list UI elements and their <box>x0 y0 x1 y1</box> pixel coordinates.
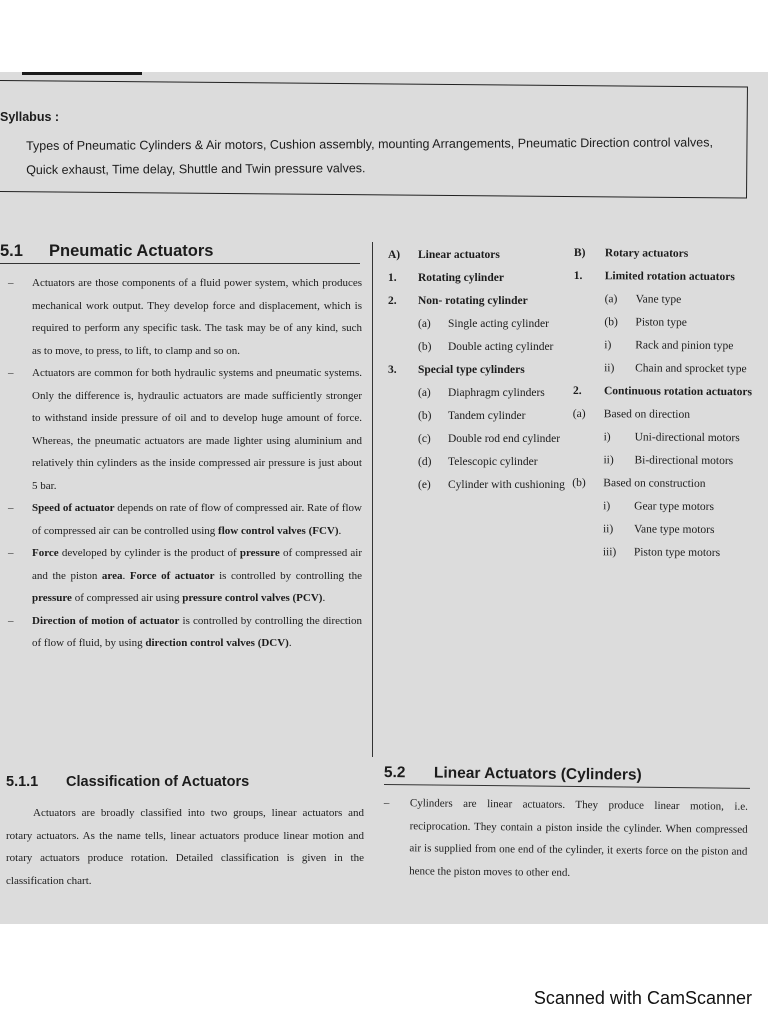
classification-rotary-column <box>572 242 760 565</box>
classification-item <box>573 357 759 381</box>
section-number: 5.2 <box>383 764 406 782</box>
bullet-text: Cylinders are linear actuators. They produce linear motion, i.e. reciprocation. They contain a piston inside the cylinder. When compressed air is supplied from one end of the cylinder, it exerts force on the piston and hence the piston moves to other end. <box>409 797 748 879</box>
classification-label: Linear actuators <box>418 249 500 261</box>
classification-label: Based on construction <box>603 477 706 490</box>
classification-item <box>574 265 760 289</box>
syllabus-title: Syllabus : <box>0 110 60 124</box>
section-heading-5-1-1 <box>6 774 249 790</box>
classification-marker: B) <box>573 246 586 260</box>
classification-label: Rotary actuators <box>604 247 689 260</box>
section-rule <box>0 263 360 264</box>
classification-marker: (b) <box>418 341 432 353</box>
header-rule <box>22 72 142 75</box>
classification-label: Bi-directional motors <box>634 454 734 468</box>
classification-item <box>574 288 760 312</box>
classification-item <box>574 242 760 266</box>
bold-term: pressure <box>32 592 72 604</box>
bullet-text: . <box>338 524 342 537</box>
bullet-text: developed by cylinder is the product of <box>58 547 240 559</box>
classification-marker: (d) <box>418 456 432 468</box>
bold-term: flow control valves (FCV) <box>218 524 339 537</box>
scan-top-margin <box>0 0 768 72</box>
section-title: Linear Actuators (Cylinders) <box>433 764 642 784</box>
classification-item <box>388 359 566 382</box>
classification-linear-column <box>388 244 566 497</box>
section-heading-5-1 <box>0 242 213 261</box>
classification-item <box>573 334 759 358</box>
classification-label: Based on direction <box>603 408 691 421</box>
bold-term: Speed of actuator <box>32 502 115 514</box>
section-number: 5.1.1 <box>6 774 39 790</box>
bullet-text: . <box>122 569 130 582</box>
classification-item <box>388 244 566 267</box>
classification-label: Diaphragm cylinders <box>448 387 545 399</box>
classification-item <box>388 382 566 405</box>
bullet-dash: – <box>8 277 14 289</box>
bullet-item <box>8 497 362 542</box>
classification-marker: (e) <box>418 479 431 491</box>
classification-marker: 2. <box>388 295 397 307</box>
bullet-dash: – <box>8 547 14 559</box>
classification-label: Rotating cylinder <box>418 272 504 284</box>
classification-item <box>388 451 566 474</box>
classification-item <box>572 541 758 565</box>
bullet-item <box>8 542 362 610</box>
classification-marker: (b) <box>604 316 618 329</box>
section-title: Pneumatic Actuators <box>49 242 214 260</box>
classification-item <box>573 380 759 404</box>
classification-label: Uni-directional motors <box>634 431 740 445</box>
classification-marker: 2. <box>572 384 582 398</box>
bold-term: area <box>101 569 123 582</box>
classification-label: Double rod end cylinder <box>448 433 561 445</box>
classification-marker: i) <box>603 431 611 444</box>
bullet-item <box>8 362 362 497</box>
bullet-dash: – <box>8 614 14 627</box>
bullet-dash: – <box>383 796 390 810</box>
classification-item <box>572 495 758 519</box>
camscanner-watermark: Scanned with CamScanner <box>533 988 752 1008</box>
classification-item <box>572 449 758 473</box>
classification-label: Piston type <box>635 316 687 329</box>
bullet-text: Actuators are those components of a fluid power system, which produces mechanical work output. They develop force and displacement, which is required to perform any specific task. The task may be of any kind, such as to move, to press, to lift, to clamp and so on. <box>32 277 362 357</box>
bullet-dash: – <box>8 502 14 514</box>
classification-label: Limited rotation actuators <box>604 270 735 284</box>
classification-label: Continuous rotation actuators <box>603 385 753 399</box>
classification-label: Vane type <box>635 293 682 306</box>
classification-marker: A) <box>388 249 401 261</box>
classification-item <box>388 405 566 428</box>
classification-label: Telescopic cylinder <box>448 456 538 468</box>
classification-label: Vane type motors <box>633 523 715 536</box>
classification-label: Gear type motors <box>634 500 715 513</box>
classification-marker: (b) <box>572 476 586 490</box>
section-number: 5.1 <box>0 242 23 260</box>
classification-item <box>388 267 566 290</box>
classification-label: Non- rotating cylinder <box>418 295 528 307</box>
classification-marker: i) <box>603 500 611 513</box>
classification-marker: 1. <box>388 272 397 284</box>
section-rule <box>384 784 750 789</box>
bullet-text: . <box>288 637 292 649</box>
bullet-item <box>8 610 362 655</box>
classification-marker: 3. <box>388 364 397 376</box>
classification-item <box>573 403 759 427</box>
classification-item <box>572 518 758 542</box>
classification-item <box>388 336 566 359</box>
classification-item <box>388 290 566 313</box>
classification-item <box>572 472 758 496</box>
bullet-dash: – <box>8 367 14 379</box>
classification-label: Piston type motors <box>633 546 721 560</box>
bullet-item <box>8 272 362 362</box>
classification-marker: (a) <box>418 387 431 399</box>
bullet-text: is controlled by controlling the direction of flow of fluid, by using <box>32 614 362 649</box>
classification-marker: ii) <box>602 523 614 536</box>
column-divider <box>372 242 373 757</box>
bullet-text: of compressed air using <box>71 592 183 604</box>
classification-marker: (b) <box>418 410 432 422</box>
bullet-text: is controlled by controlling the <box>214 569 362 582</box>
bullet-text: depends on rate of flow of compressed air. Rate of flow of compressed air can be controlled using <box>32 502 362 537</box>
classification-marker: (c) <box>418 433 431 445</box>
classification-item <box>573 426 759 450</box>
classification-marker: (a) <box>604 293 618 306</box>
bullet-item <box>383 792 748 886</box>
section-title: Classification of Actuators <box>66 774 250 790</box>
scanned-page <box>0 72 768 924</box>
classification-label: Rack and pinion type <box>635 339 734 353</box>
classification-label: Cylinder with cushioning <box>448 479 565 491</box>
bold-term: Force <box>32 547 59 559</box>
classification-marker: (a) <box>572 407 586 421</box>
bullet-text: . <box>322 592 326 604</box>
classification-marker: 1. <box>573 269 583 283</box>
bullet-text: Actuators are common for both hydraulic systems and pneumatic systems. Only the difference is, hydraulic actuators are made sufficiently stronger to withstand inside pressure of oil and to develop huge amount of force. Whereas, the pneumatic actuators are made lighter using aluminium and relatively thin cylinders as the inside compressed air pressure is just about 5 bar. <box>32 367 362 492</box>
bold-term: pressure <box>239 547 280 559</box>
classification-marker: i) <box>604 339 612 352</box>
classification-item <box>388 428 566 451</box>
bold-term: Direction of motion of actuator <box>32 614 180 627</box>
classification-item <box>573 311 759 335</box>
classification-marker: (a) <box>418 318 431 330</box>
classification-marker: iii) <box>602 546 617 559</box>
classification-label: Tandem cylinder <box>448 410 526 422</box>
bold-term: direction control valves (DCV) <box>145 637 289 649</box>
classification-label: Chain and sprocket type <box>635 362 747 376</box>
classification-label: Special type cylinders <box>418 364 525 376</box>
bullet-text: of compressed air and the piston <box>32 547 362 582</box>
bold-term: Force of actuator <box>129 569 215 582</box>
classification-item <box>388 313 566 336</box>
classification-paragraph: Actuators are broadly classified into two groups, linear actuators and rotary actuators. As the name tells, linear actuators produce linear motion and rotary actuators produce rotation. Detailed classification is given in the classification chart. <box>6 807 364 887</box>
section-heading-5-2 <box>384 764 642 785</box>
classification-marker: ii) <box>604 362 615 375</box>
bold-term: pressure control valves (PCV) <box>182 592 323 604</box>
syllabus-text: Types of Pneumatic Cylinders & Air motors, Cushion assembly, mounting Arrangements, Pneumatic Direction control valves, Quick exhaust, Time delay, Shuttle and Twin pressure valves. <box>26 135 713 177</box>
classification-marker: ii) <box>603 454 614 467</box>
classification-item <box>388 474 566 497</box>
bullet-list-5-1 <box>8 272 362 655</box>
classification-label: Double acting cylinder <box>448 341 554 353</box>
classification-label: Single acting cylinder <box>448 318 549 330</box>
